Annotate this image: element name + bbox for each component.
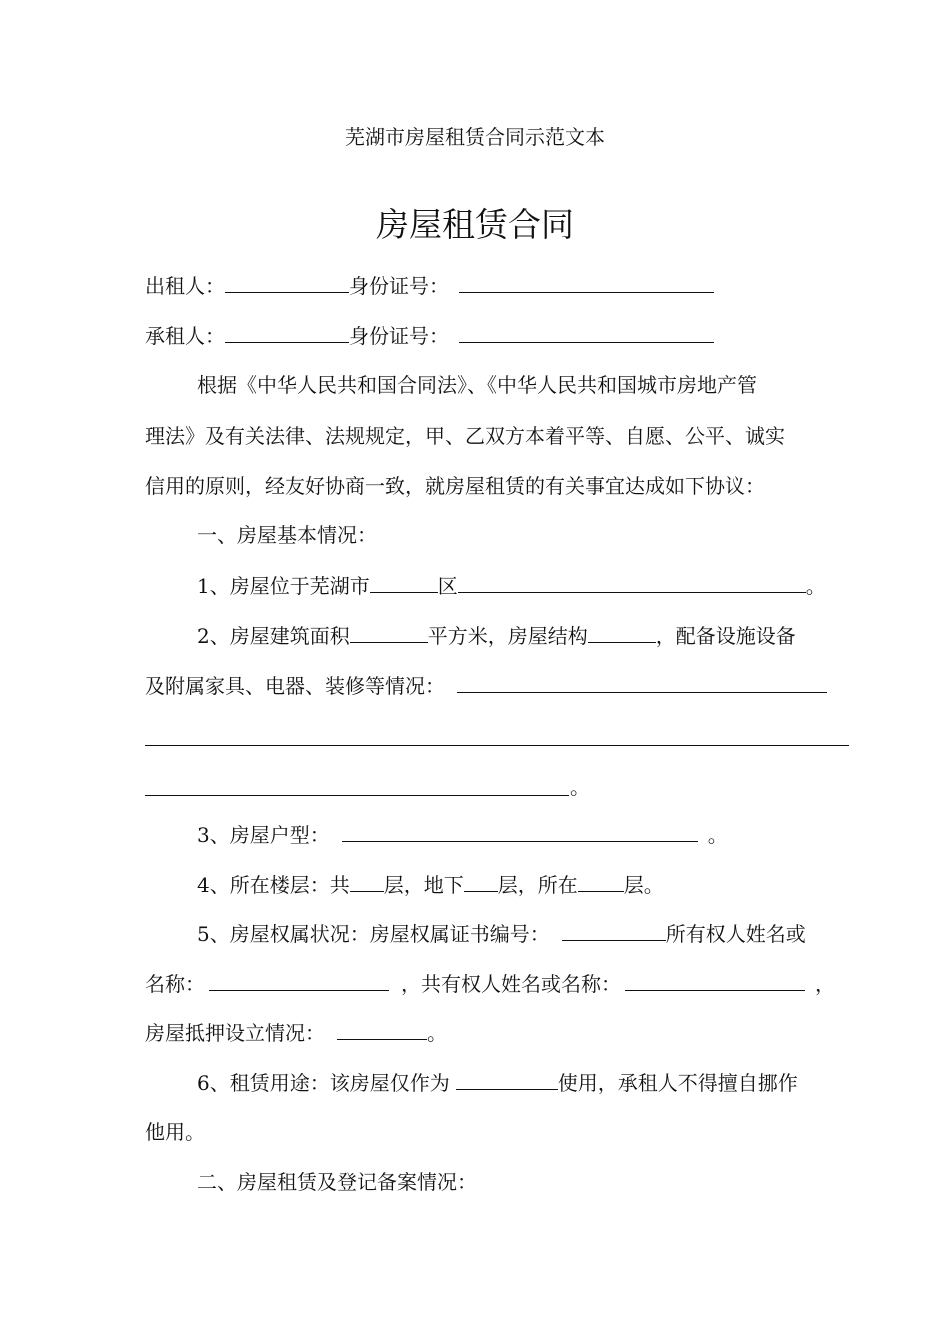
item-6-line — [197, 1067, 857, 1097]
item-5-line — [197, 918, 857, 948]
item-6-text: 6、租赁用途：该房屋仅作为 — [197, 1071, 450, 1095]
item-2-text: 2、房屋建筑面积 — [197, 624, 350, 648]
item-3-end: 。 — [707, 823, 728, 847]
item-5-coowner-label: ，共有权人姓名或名称： — [401, 972, 621, 996]
lessor-id-label: 身份证号： — [349, 274, 449, 298]
item-5-name-label: 名称： — [145, 972, 205, 996]
item-5-line-3 — [145, 1017, 850, 1047]
furnishing-blank-3[interactable] — [145, 795, 569, 796]
lessor-line — [145, 270, 850, 300]
structure-blank[interactable] — [588, 620, 656, 643]
item-2-end: 。 — [570, 775, 590, 799]
section-1-heading: 一、房屋基本情况： — [197, 523, 377, 547]
document-subtitle: 芜湖市房屋租赁合同示范文本 — [345, 125, 605, 149]
item-1-text: 1、房屋位于芜湖市 — [197, 574, 370, 598]
item-2-equipment-label: ，配备设施设备 — [655, 624, 796, 648]
located-floor-blank[interactable] — [578, 869, 624, 892]
total-floors-blank[interactable] — [350, 869, 384, 892]
section-2-heading: 二、房屋租赁及登记备案情况： — [197, 1170, 477, 1194]
item-4-line — [197, 869, 857, 899]
item-5-mortgage-label: 房屋抵押设立情况： — [145, 1021, 325, 1045]
lessee-name-blank[interactable] — [225, 320, 349, 343]
certificate-no-blank[interactable] — [562, 918, 666, 941]
usage-blank[interactable] — [456, 1067, 558, 1090]
item-4-text: 4、所在楼层：共 — [197, 873, 350, 897]
lessee-label: 承租人： — [145, 324, 225, 348]
item-2-structure-label: 平方米，房屋结构 — [427, 624, 588, 648]
item-6-line-2: 他用。 — [145, 1120, 205, 1144]
area-blank[interactable] — [350, 620, 428, 643]
item-1-line — [197, 570, 857, 600]
item-4-basement-label: 层，地下 — [383, 873, 464, 897]
layout-blank[interactable] — [342, 819, 698, 842]
lessor-id-blank[interactable] — [459, 270, 714, 293]
item-3-text: 3、房屋户型： — [197, 823, 330, 847]
preamble-line-1: 根据《中华人民共和国合同法》、《中华人民共和国城市房地产管 — [197, 373, 757, 397]
district-blank[interactable] — [370, 570, 438, 593]
owner-name-blank[interactable] — [209, 968, 389, 991]
address-blank[interactable] — [458, 570, 806, 593]
document-title: 房屋租赁合同 — [376, 205, 574, 244]
item-6-usage-label: 使用，承租人不得擅自挪作 — [557, 1071, 798, 1095]
item-2-line — [197, 620, 857, 650]
item-5-owner-label: 所有权人姓名或 — [665, 922, 806, 946]
lessee-id-label: 身份证号： — [349, 324, 449, 348]
item-2-furnishing-label: 及附属家具、电器、装修等情况： — [145, 674, 445, 698]
basement-floors-blank[interactable] — [464, 869, 498, 892]
item-4-located-label: 层，所在 — [497, 873, 578, 897]
item-3-line — [197, 819, 857, 849]
item-1-end: 。 — [805, 574, 826, 598]
item-4-end: 层。 — [623, 873, 664, 897]
lessor-label: 出租人： — [145, 274, 225, 298]
item-5-text: 5、房屋权属状况：房屋权属证书编号： — [197, 922, 550, 946]
item-1-district-label: 区 — [437, 574, 458, 598]
lessee-id-blank[interactable] — [459, 320, 714, 343]
item-2-line-2 — [145, 670, 850, 700]
item-5-line-2 — [145, 968, 850, 998]
lessor-name-blank[interactable] — [225, 270, 349, 293]
preamble-line-2: 理法》及有关法律、法规规定，甲、乙双方本着平等、自愿、公平、诚实 — [145, 424, 785, 448]
furnishing-blank-2[interactable] — [145, 745, 849, 746]
lessee-line — [145, 320, 850, 350]
preamble-line-3: 信用的原则，经友好协商一致，就房屋租赁的有关事宜达成如下协议： — [145, 474, 765, 498]
mortgage-blank[interactable] — [337, 1017, 427, 1040]
coowner-name-blank[interactable] — [625, 968, 805, 991]
item-5-comma: ， — [815, 972, 835, 996]
item-5-end: 。 — [427, 1021, 447, 1045]
furnishing-blank-1[interactable] — [457, 670, 827, 693]
